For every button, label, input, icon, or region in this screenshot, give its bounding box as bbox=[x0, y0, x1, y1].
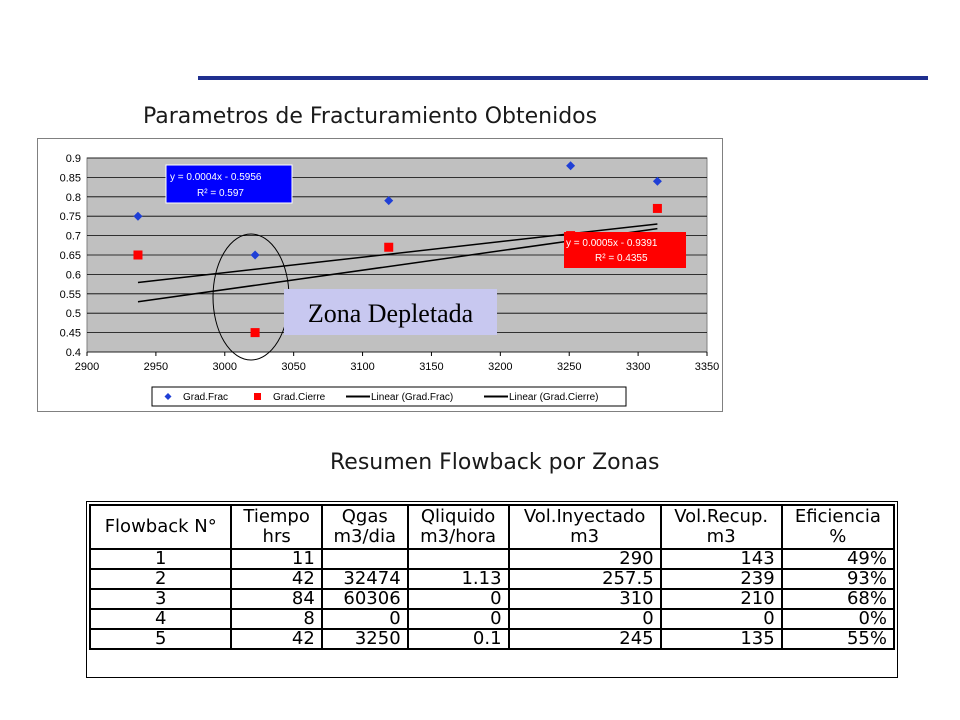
header-flowback bbox=[90, 505, 231, 549]
x-tick-label: 3350 bbox=[694, 361, 720, 373]
table-cell: 143 bbox=[661, 549, 782, 569]
y-tick-label: 0.65 bbox=[59, 250, 81, 262]
table-cell: 3250 bbox=[322, 629, 408, 649]
table-cell: 0 bbox=[408, 589, 509, 609]
x-tick-label: 2950 bbox=[143, 361, 169, 373]
header-qgas bbox=[322, 505, 408, 549]
table-cell bbox=[322, 549, 408, 569]
table-cell: 68% bbox=[782, 589, 894, 609]
equation-label-cierre bbox=[564, 232, 686, 268]
table-row bbox=[90, 609, 894, 629]
header-eficiencia-label: Eficiencia bbox=[794, 506, 881, 527]
header-tiempo-label: Tiempo bbox=[243, 506, 310, 527]
table-cell: 5 bbox=[90, 629, 231, 649]
table-cell: 49% bbox=[782, 549, 894, 569]
data-point-cierre bbox=[251, 328, 260, 337]
table-cell: 55% bbox=[782, 629, 894, 649]
table-cell: 8 bbox=[231, 609, 321, 629]
fracture-parameters-chart bbox=[37, 138, 723, 412]
table-cell: 310 bbox=[509, 589, 661, 609]
table-cell: 0% bbox=[782, 609, 894, 629]
table-row bbox=[90, 569, 894, 589]
table-row bbox=[90, 629, 894, 649]
table-cell: 0 bbox=[661, 609, 782, 629]
chart-title: Parametros de Fracturamiento Obtenidos bbox=[143, 104, 598, 129]
table-cell: 60306 bbox=[322, 589, 408, 609]
table-cell: 2 bbox=[90, 569, 231, 589]
header-qgas-label: Qgas bbox=[341, 506, 388, 527]
legend-trend-cierre-label: Linear (Grad.Cierre) bbox=[509, 392, 599, 403]
header-vol-recup-unit: m3 bbox=[706, 526, 736, 547]
header-qliquido-unit: m3/hora bbox=[420, 526, 497, 547]
y-tick-label: 0.55 bbox=[59, 288, 81, 301]
x-tick-label: 3150 bbox=[419, 361, 444, 373]
table-cell: 4 bbox=[90, 609, 231, 629]
header-qliquido-label: Qliquido bbox=[420, 506, 496, 527]
y-tick-label: 0.9 bbox=[65, 153, 81, 165]
y-tick-label: 0.4 bbox=[65, 347, 81, 359]
table-cell bbox=[408, 549, 509, 569]
table-cell: 0 bbox=[509, 609, 661, 629]
data-point-cierre bbox=[133, 251, 142, 260]
r2-cierre: R² = 0.4355 bbox=[595, 253, 648, 264]
header-qliquido bbox=[408, 505, 509, 549]
table-cell: 1 bbox=[90, 549, 231, 569]
header-vol-recup-label: Vol.Recup. bbox=[674, 506, 769, 527]
table-header-row bbox=[90, 505, 894, 549]
x-tick-label: 3200 bbox=[488, 361, 513, 373]
table-cell: 210 bbox=[661, 589, 782, 609]
x-tick-label: 3100 bbox=[350, 361, 375, 373]
equation-frac: y = 0.0004x - 0.5956 bbox=[170, 172, 262, 183]
legend bbox=[152, 387, 626, 406]
header-eficiencia bbox=[782, 505, 894, 549]
table-cell: 239 bbox=[661, 569, 782, 589]
header-vol-recup bbox=[661, 505, 782, 549]
header-tiempo-unit: hrs bbox=[262, 526, 291, 547]
legend-frac-label: Grad.Frac bbox=[183, 392, 229, 403]
x-tick-label: 2900 bbox=[74, 361, 100, 373]
top-rule bbox=[198, 76, 928, 80]
table-cell: 11 bbox=[231, 549, 321, 569]
table-cell: 290 bbox=[509, 549, 661, 569]
table-cell: 135 bbox=[661, 629, 782, 649]
y-tick-label: 0.5 bbox=[65, 308, 81, 321]
r2-frac: R² = 0.597 bbox=[197, 188, 244, 199]
table-row bbox=[90, 589, 894, 609]
header-vol-inyectado-unit: m3 bbox=[570, 526, 600, 547]
data-point-cierre bbox=[653, 204, 662, 213]
table-cell: 42 bbox=[231, 569, 321, 589]
table-cell: 245 bbox=[509, 629, 661, 649]
x-tick-label: 3000 bbox=[212, 361, 238, 373]
y-tick-label: 0.45 bbox=[59, 327, 81, 340]
header-qgas-unit: m3/dia bbox=[333, 526, 396, 547]
y-tick-label: 0.85 bbox=[59, 172, 81, 185]
x-tick-label: 3250 bbox=[556, 361, 582, 373]
x-tick-label: 3300 bbox=[625, 361, 651, 373]
depleted-zone-label: Zona Depletada bbox=[307, 299, 474, 328]
header-eficiencia-unit: % bbox=[829, 526, 847, 547]
table-cell: 84 bbox=[231, 589, 321, 609]
depleted-zone-box bbox=[284, 289, 497, 335]
legend-trend-frac-label: Linear (Grad.Frac) bbox=[371, 392, 454, 403]
x-tick-label: 3050 bbox=[281, 361, 306, 373]
table-cell: 3 bbox=[90, 589, 231, 609]
equation-cierre: y = 0.0005x - 0.9391 bbox=[566, 238, 658, 249]
equation-label-frac bbox=[166, 165, 292, 203]
y-tick-label: 0.75 bbox=[59, 211, 81, 224]
legend-cierre-label: Grad.Cierre bbox=[273, 392, 326, 403]
header-vol-inyectado bbox=[509, 505, 661, 549]
legend-cierre-marker bbox=[254, 393, 261, 400]
flowback-table bbox=[89, 504, 895, 650]
table-cell: 0 bbox=[322, 609, 408, 629]
header-vol-inyectado-label: Vol.Inyectado bbox=[523, 506, 646, 527]
y-tick-label: 0.6 bbox=[65, 269, 81, 282]
header-tiempo bbox=[231, 505, 321, 549]
table-cell: 1.13 bbox=[408, 569, 509, 589]
table-cell: 257.5 bbox=[509, 569, 661, 589]
table-title: Resumen Flowback por Zonas bbox=[330, 450, 660, 475]
y-tick-label: 0.8 bbox=[65, 191, 81, 204]
table-cell: 0 bbox=[408, 609, 509, 629]
y-tick-label: 0.7 bbox=[65, 230, 81, 243]
table-cell: 42 bbox=[231, 629, 321, 649]
header-flowback-label: Flowback N° bbox=[104, 516, 217, 537]
table-cell: 32474 bbox=[322, 569, 408, 589]
table-row bbox=[90, 549, 894, 569]
data-point-cierre bbox=[384, 243, 393, 252]
table-cell: 93% bbox=[782, 569, 894, 589]
table-cell: 0.1 bbox=[408, 629, 509, 649]
